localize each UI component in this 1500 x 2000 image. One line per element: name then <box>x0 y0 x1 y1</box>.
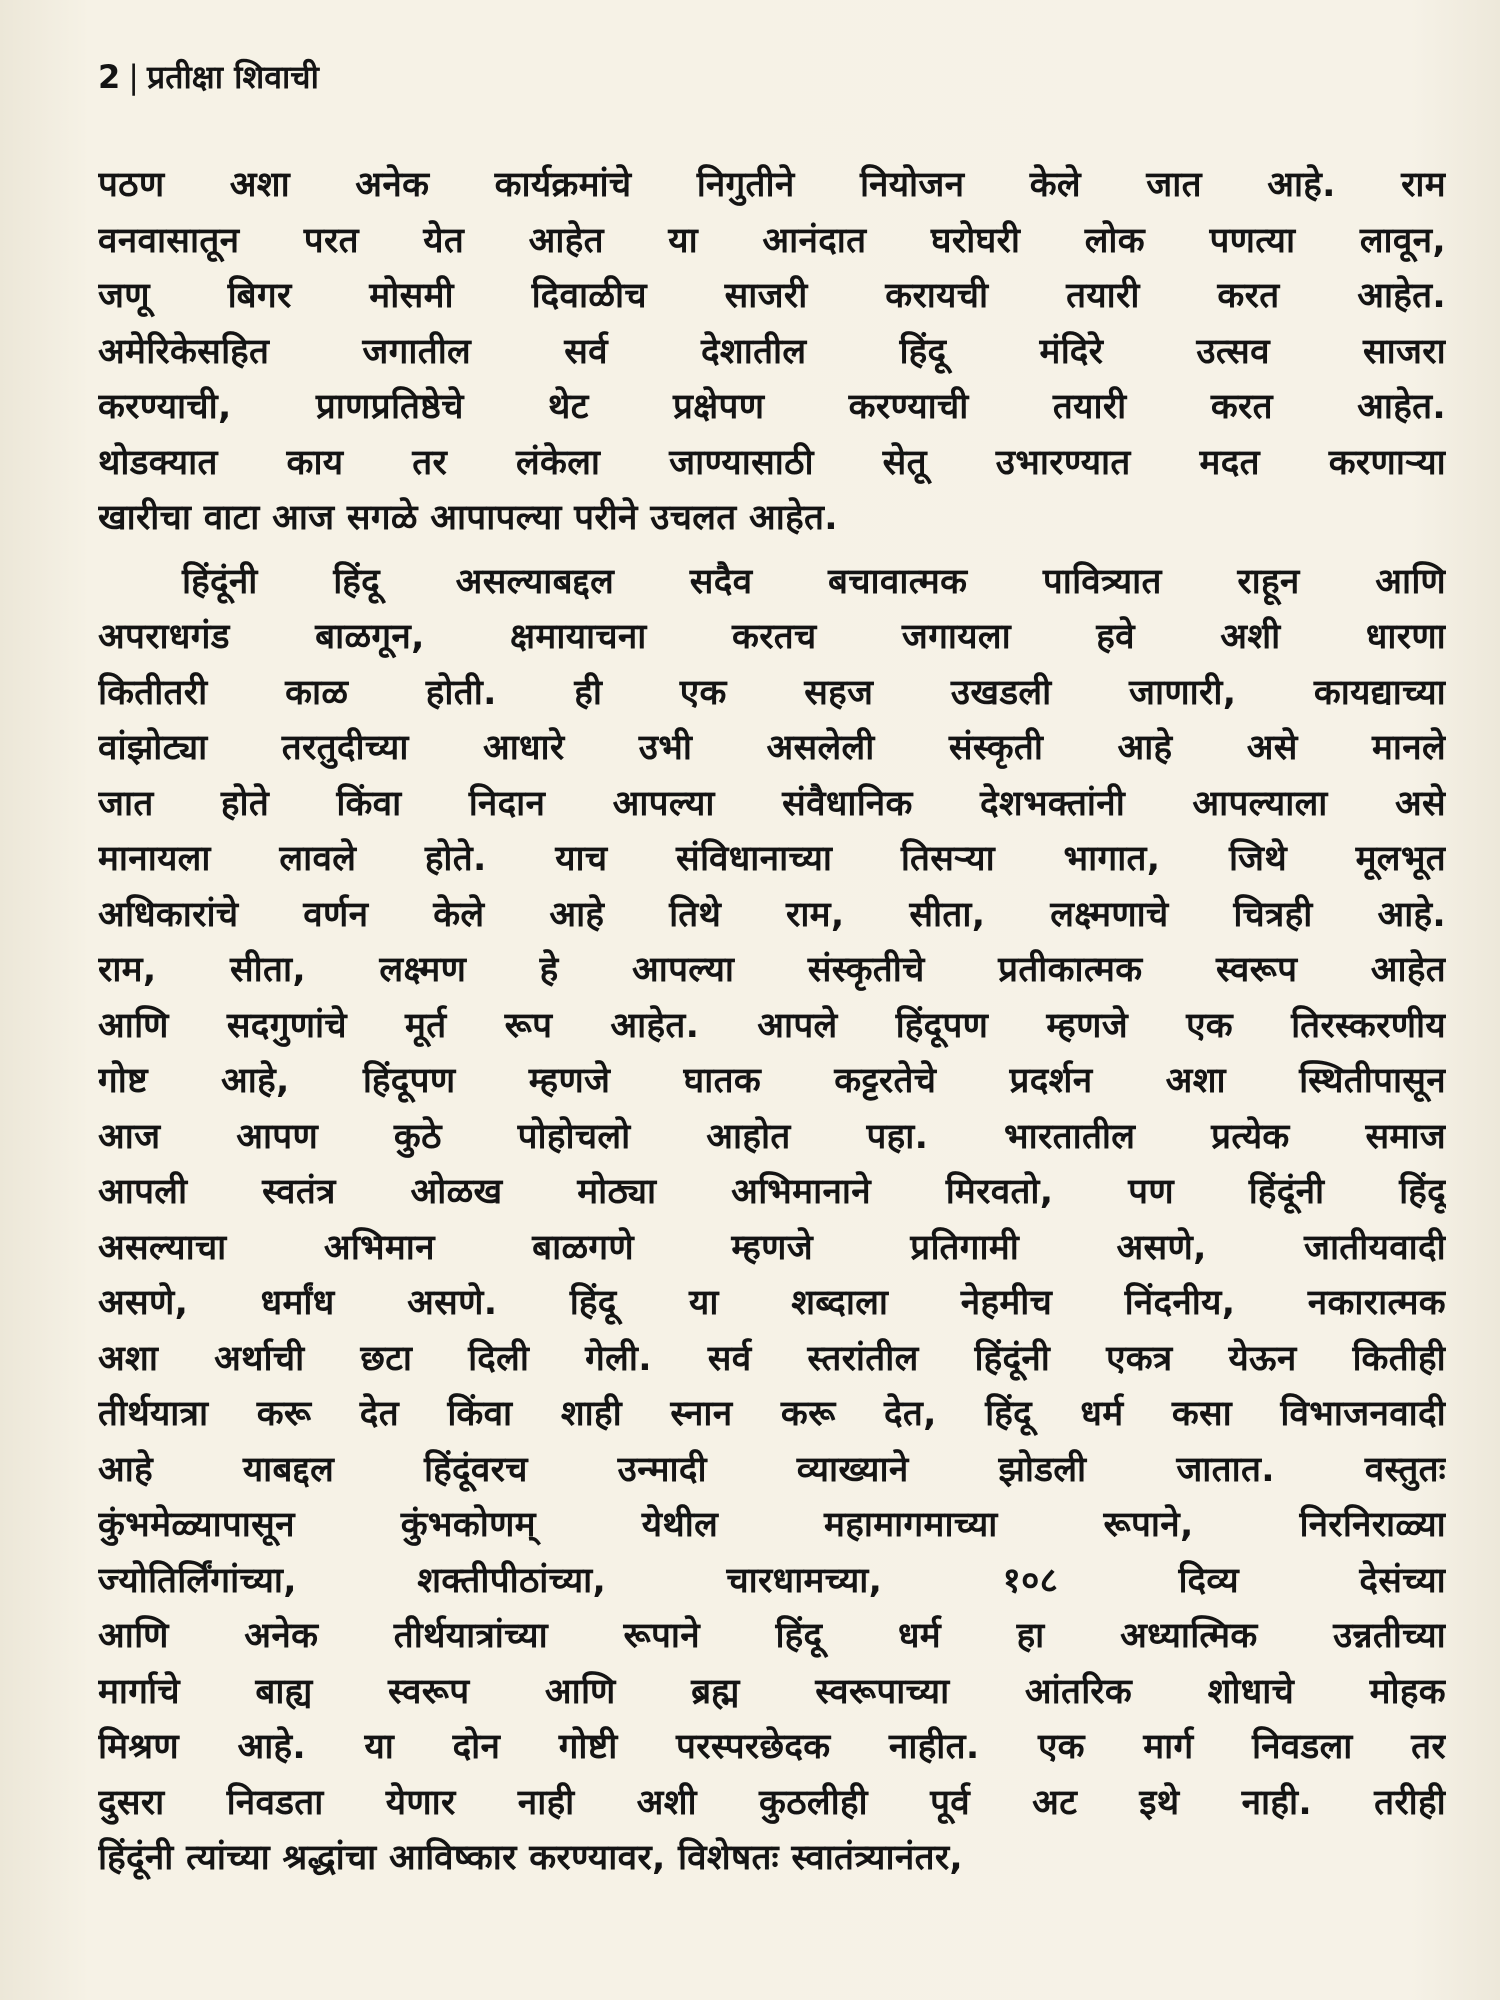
text-line: असणे, धर्मांध असणे. हिंदू या शब्दाला नेहमीच निंदनीय, नकारात्मक <box>98 1283 1446 1323</box>
paragraph-gap <box>98 547 1446 555</box>
text-line: जात होते किंवा निदान आपल्या संवैधानिक देशभक्तांनी आपल्याला असे <box>98 783 1446 824</box>
text-line: कितीतरी काळ होती. ही एक सहज उखडली जाणारी, कायद्याच्या <box>98 672 1446 713</box>
page-number: 2 <box>98 58 121 96</box>
paragraph <box>98 555 1446 1887</box>
text-line: वनवासातून परत येत आहेत या आनंदात घरोघरी लोक पणत्या लावून, <box>98 220 1446 261</box>
text-line: मार्गाचे बाह्य स्वरूप आणि ब्रह्म स्वरूपाच्या आंतरिक शोधाचे मोहक <box>98 1671 1446 1712</box>
text-line: गोष्ट आहे, हिंदूपण म्हणजे घातक कट्टरतेचे प्रदर्शन अशा स्थितीपासून <box>98 1061 1446 1101</box>
text-line: थोडक्यात काय तर लंकेला जाण्यासाठी सेतू उभारण्यात मदत करणाऱ्या <box>98 442 1446 483</box>
book-title: प्रतीक्षा शिवाची <box>147 58 319 96</box>
text-line: आहे याबद्दल हिंदूंवरच उन्मादी व्याख्याने झोडली जातात. वस्तुतः <box>98 1449 1446 1490</box>
text-line: पठण अशा अनेक कार्यक्रमांचे निगुतीने नियोजन केले जात आहे. राम <box>98 165 1446 205</box>
text-line: हिंदूंनी त्यांच्या श्रद्धांचा आविष्कार करण्यावर, विशेषतः स्वातंत्र्यानंतर, <box>98 1838 964 1878</box>
text-line: अमेरिकेसहित जगातील सर्व देशातील हिंदू मंदिरे उत्सव साजरा <box>98 331 1446 372</box>
text-line: अशा अर्थाची छटा दिली गेली. सर्व स्तरांतील हिंदूंनी एकत्र येऊन कितीही <box>98 1338 1446 1379</box>
text-line: आज आपण कुठे पोहोचलो आहोत पहा. भारतातील प्रत्येक समाज <box>98 1116 1446 1157</box>
text-line: आणि सदगुणांचे मूर्त रूप आहेत. आपले हिंदूपण म्हणजे एक तिरस्करणीय <box>98 1005 1446 1046</box>
body-text <box>98 158 1446 1887</box>
text-line: आपली स्वतंत्र ओळख मोठ्या अभिमानाने मिरवतो, पण हिंदूंनी हिंदू <box>98 1172 1446 1212</box>
text-line: दुसरा निवडता येणार नाही अशी कुठलीही पूर्व अट इथे नाही. तरीही <box>98 1782 1446 1823</box>
text-line: हिंदूंनी हिंदू असल्याबद्दल सदैव बचावात्मक पावित्र्यात राहून आणि <box>182 561 1446 602</box>
text-line: जणू बिगर मोसमी दिवाळीच साजरी करायची तयारी करत आहेत. <box>98 276 1446 316</box>
text-line: मिश्रण आहे. या दोन गोष्टी परस्परछेदक नाहीत. एक मार्ग निवडला तर <box>98 1727 1446 1767</box>
text-line: मानायला लावले होते. याच संविधानाच्या तिसऱ्या भागात, जिथे मूलभूत <box>98 839 1446 879</box>
text-line: आणि अनेक तीर्थयात्रांच्या रूपाने हिंदू धर्म हा अध्यात्मिक उन्नतीच्या <box>98 1616 1446 1656</box>
text-line: कुंभमेळ्यापासून कुंभकोणम् येथील महामागमाच्या रूपाने, निरनिराळ्या <box>98 1505 1446 1545</box>
text-line: तीर्थयात्रा करू देत किंवा शाही स्नान करू देत, हिंदू धर्म कसा विभाजनवादी <box>98 1394 1446 1434</box>
text-line: अपराधगंड बाळगून, क्षमायाचना करतच जगायला हवे अशी धारणा <box>98 617 1446 657</box>
text-line: असल्याचा अभिमान बाळगणे म्हणजे प्रतिगामी असणे, जातीयवादी <box>98 1227 1446 1268</box>
text-line: करण्याची, प्राणप्रतिष्ठेचे थेट प्रक्षेपण करण्याची तयारी करत आहेत. <box>98 387 1446 427</box>
header-separator: | <box>128 58 140 96</box>
text-line: ज्योतिर्लिंगांच्या, शक्तीपीठांच्या, चारधामच्या, १०८ दिव्य देसंच्या <box>98 1560 1446 1601</box>
text-line: राम, सीता, लक्ष्मण हे आपल्या संस्कृतीचे प्रतीकात्मक स्वरूप आहेत <box>98 950 1446 990</box>
text-line: खारीचा वाटा आज सगळे आपापल्या परीने उचलत आहेत. <box>98 498 838 538</box>
text-line: वांझोट्या तरतुदीच्या आधारे उभी असलेली संस्कृती आहे असे मानले <box>98 728 1446 768</box>
running-header <box>98 52 319 102</box>
paragraph <box>98 158 1446 547</box>
text-line: अधिकारांचे वर्णन केले आहे तिथे राम, सीता, लक्ष्मणाचे चित्रही आहे. <box>98 894 1446 935</box>
